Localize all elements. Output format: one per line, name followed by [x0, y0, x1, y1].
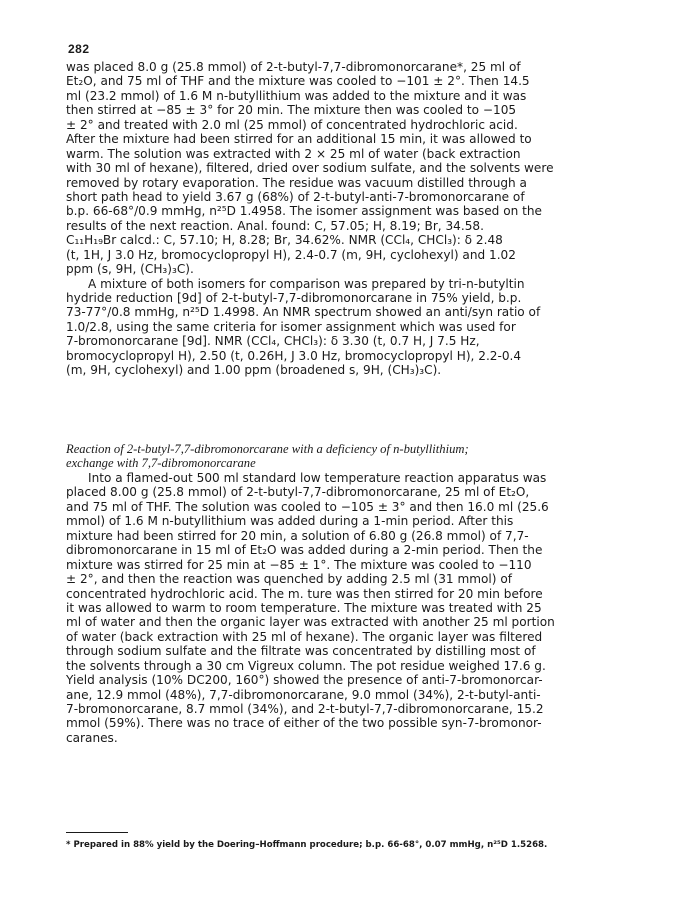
text-line: through sodium sulfate and the filtrate was concentrated by distilling most of [66, 644, 536, 659]
text-line: concentrated hydrochloric acid. The m. ture was then stirred for 20 min before [66, 586, 543, 601]
text-line: ppm (s, 9H, (CH₃)₃C). [66, 262, 194, 277]
paragraph-procedure-continued [66, 60, 618, 378]
text-line: mixture had been stirred for 20 min, a solution of 6.80 g (26.8 mmol) of 7,7- [66, 528, 529, 543]
text-line: mmol) of 1.6 M n-butyllithium was added during a 1-min period. After this [66, 514, 514, 529]
text-line: hydride reduction [9d] of 2-t-butyl-7,7-dibromonorcarane in 75% yield, b.p. [66, 291, 522, 305]
text-line: bromocyclopropyl H), 2.50 (t, 0.26H, J 3.0 Hz, bromocyclopropyl H), 2.2-0.4 [66, 348, 522, 363]
text-line: short path head to yield 3.67 g (68%) of 2-t-butyl-anti-7-bromonorcarane of [66, 189, 525, 204]
text-line: it was allowed to warm to room temperature. The mixture was treated with 25 [66, 600, 542, 615]
text-line: results of the next reaction. Anal. found: C, 57.05; H, 8.19; Br, 34.58. [66, 218, 484, 233]
text-line: and 75 ml of THF. The solution was cooled to −105 ± 3° and then 16.0 ml (25.6 [66, 499, 549, 514]
heading-line: Reaction of 2-t-butyl-7,7-dibromonorcarane with a deficiency of n-butyllithium; [66, 442, 469, 456]
text-line: of water (back extraction with 25 ml of hexane). The organic layer was filtered [66, 629, 543, 644]
text-line: After the mixture had been stirred for an additional 15 min, it was allowed to [66, 132, 532, 147]
text-line: Into a flamed-out 500 ml standard low temperature reaction apparatus was [88, 471, 547, 485]
footnote: * Prepared in 88% yield by the Doering–Hoffmann procedure; b.p. 66-68°, 0.07 mmHg, n²⁵D 1.5268. [66, 840, 548, 850]
text-line: dibromonorcarane in 15 ml of Et₂O was added during a 2-min period. Then the [66, 543, 543, 558]
text-line: the solvents through a 30 cm Vigreux column. The pot residue weighed 17.6 g. [66, 658, 546, 673]
paragraph-exchange-procedure [66, 471, 618, 745]
text-line: ml (23.2 mmol) of 1.6 M n-butyllithium was added to the mixture and it was [66, 88, 527, 103]
text-line: 1.0/2.8, using the same criteria for isomer assignment which was used for [66, 319, 516, 334]
text-line: ± 2°, and then the reaction was quenched by adding 2.5 ml (31 mmol) of [66, 572, 512, 587]
text-line: (m, 9H, cyclohexyl) and 1.00 ppm (broadened s, 9H, (CH₃)₃C). [66, 363, 442, 378]
text-line: placed 8.00 g (25.8 mmol) of 2-t-butyl-7,7-dibromonorcarane, 25 ml of Et₂O, [66, 485, 530, 500]
text-line: 7-bromonorcarane [9d]. NMR (CCl₄, CHCl₃): δ 3.30 (t, 0.7 H, J 7.5 Hz, [66, 334, 480, 349]
text-line: removed by rotary evaporation. The residue was vacuum distilled through a [66, 175, 527, 190]
text-line: 7-bromonorcarane, 8.7 mmol (34%), and 2-t-butyl-7,7-dibromonorcarane, 15.2 [66, 702, 544, 716]
text-line: A mixture of both isomers for comparison was prepared by tri-n-butyltin [88, 276, 525, 291]
text-line: C₁₁H₁₉Br calcd.: C, 57.10; H, 8.28; Br, 34.62%. NMR (CCl₄, CHCl₃): δ 2.48 [66, 233, 503, 248]
text-line: 73-77°/0.8 mmHg, n²⁵D 1.4998. An NMR spectrum showed an anti/syn ratio of [66, 305, 541, 320]
text-line: Et₂O, and 75 ml of THF and the mixture was cooled to −101 ± 2°. Then 14.5 [66, 74, 530, 89]
text-line: (t, 1H, J 3.0 Hz, bromocyclopropyl H), 2.4-0.7 (m, 9H, cyclohexyl) and 1.02 [66, 247, 516, 262]
text-line: ane, 12.9 mmol (48%), 7,7-dibromonorcarane, 9.0 mmol (34%), 2-t-butyl-anti- [66, 687, 541, 702]
text-line: b.p. 66-68°/0.9 mmHg, n²⁵D 1.4958. The isomer assignment was based on the [66, 204, 542, 219]
footnote-divider [66, 832, 128, 833]
heading-line: exchange with 7,7-dibromonorcarane [66, 456, 256, 471]
text-line: warm. The solution was extracted with 2 × 25 ml of water (back extraction [66, 146, 521, 161]
text-line: ml of water and then the organic layer was extracted with another 25 ml portion [66, 615, 555, 630]
page-number: 282 [68, 42, 90, 56]
text-line: was placed 8.0 g (25.8 mmol) of 2-t-butyl-7,7-dibromonorcarane*, 25 ml of [66, 60, 521, 74]
text-line: caranes. [66, 730, 118, 745]
section-heading [66, 442, 626, 471]
text-line: mmol (59%). There was no trace of either of the two possible syn-7-bromonor- [66, 716, 542, 731]
text-line: Yield analysis (10% DC200, 160°) showed the presence of anti-7-bromonorcar- [66, 673, 543, 688]
text-line: mixture was stirred for 25 min at −85 ± 1°. The mixture was cooled to −110 [66, 557, 532, 572]
text-line: with 30 ml of hexane), filtered, dried over sodium sulfate, and the solvents were [66, 161, 554, 176]
text-line: then stirred at −85 ± 3° for 20 min. The mixture then was cooled to −105 [66, 103, 517, 118]
text-line: ± 2° and treated with 2.0 ml (25 mmol) of concentrated hydrochloric acid. [66, 117, 518, 132]
